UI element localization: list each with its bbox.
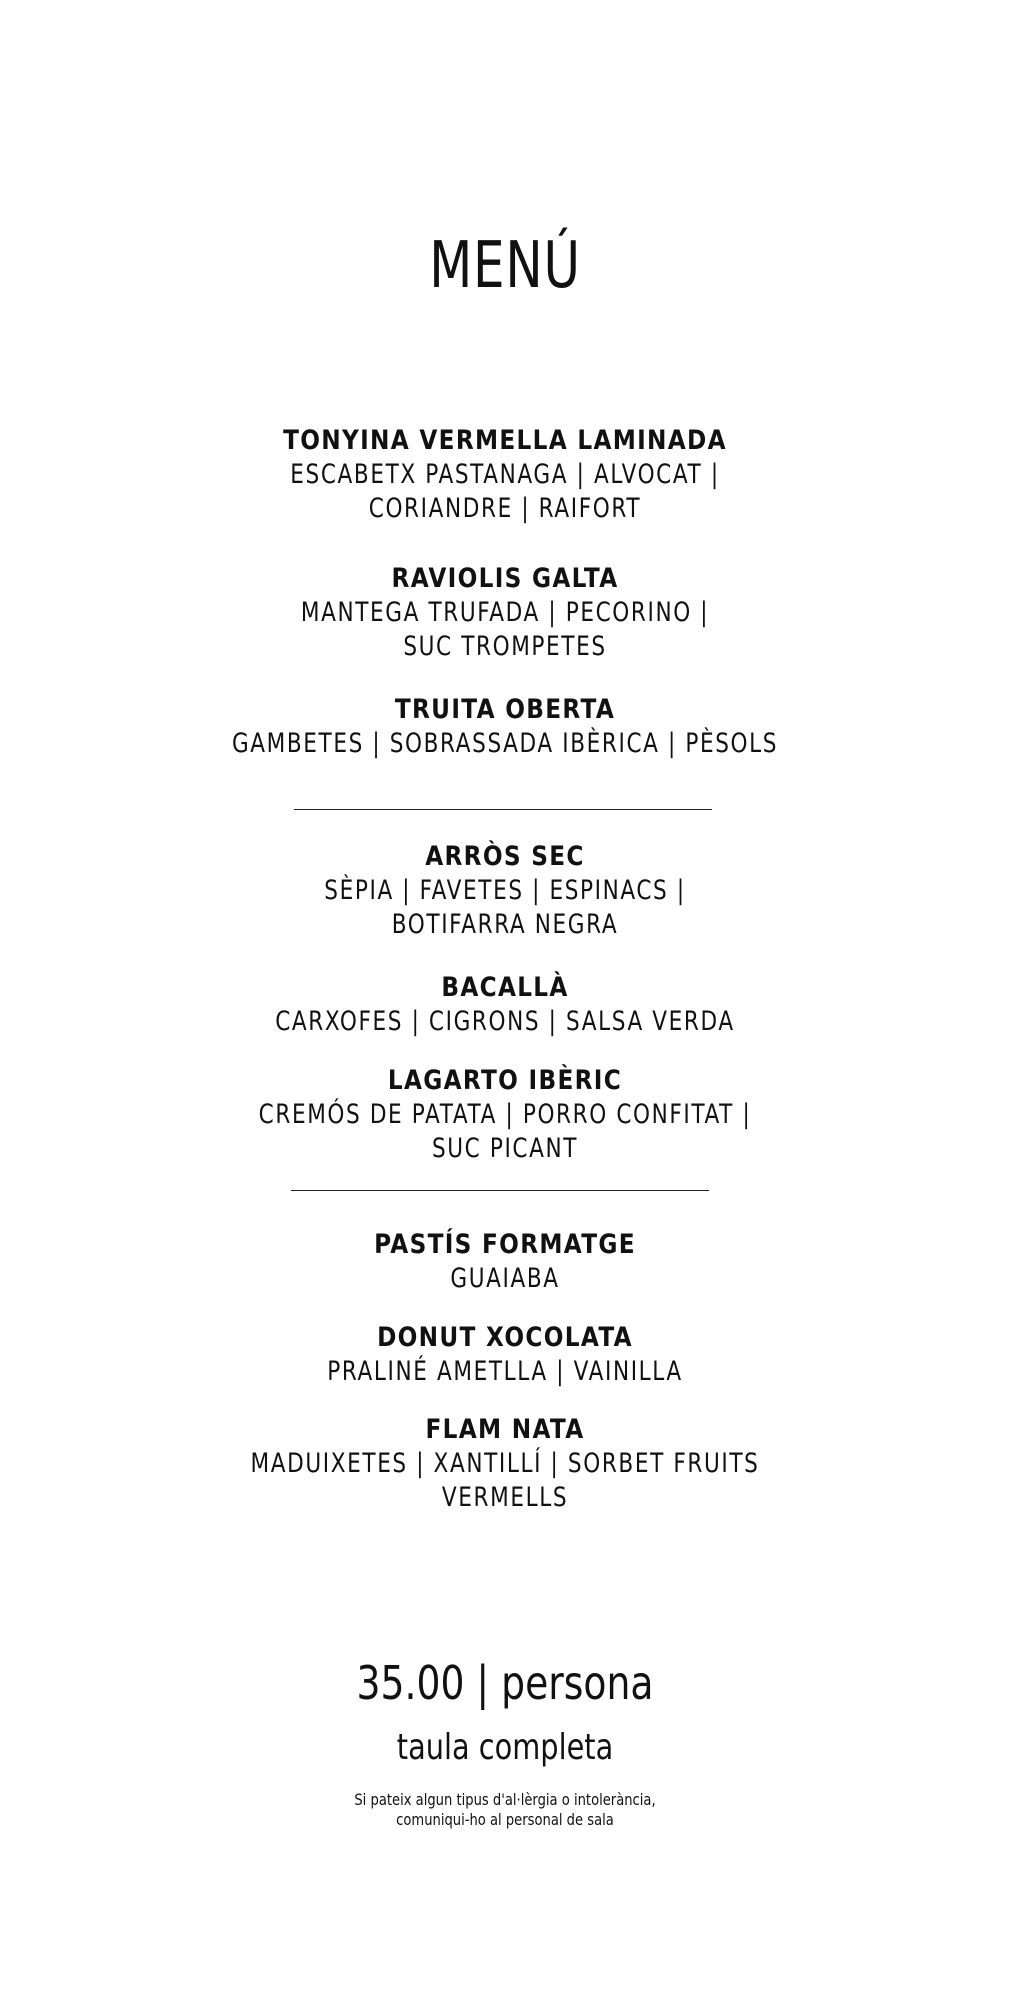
dish-description: CARXOFES | CIGRONS | SALSA VERDA bbox=[275, 1006, 735, 1037]
dish-description: MADUIXETES | XANTILLÍ | SORBET FRUITS VERMELLS bbox=[250, 1448, 760, 1513]
dish-item bbox=[0, 1413, 1010, 1515]
section-divider bbox=[291, 1190, 709, 1191]
page-title: MENÚ bbox=[429, 229, 581, 303]
dish-item bbox=[0, 971, 1010, 1039]
dish-item bbox=[0, 1228, 1010, 1296]
dish-item bbox=[0, 1064, 1010, 1166]
dish-description: GUAIABA bbox=[450, 1263, 560, 1294]
dish-description: PRALINÉ AMETLLA | VAINILLA bbox=[327, 1356, 683, 1387]
dish-description: MANTEGA TRUFADA | PECORINO | SUC TROMPETES bbox=[300, 597, 710, 662]
dish-name: PASTÍS FORMATGE bbox=[374, 1229, 636, 1260]
section-divider bbox=[294, 809, 712, 810]
dish-name: FLAM NATA bbox=[425, 1414, 585, 1445]
dish-name: TONYINA VERMELLA LAMINADA bbox=[283, 425, 727, 456]
dish-name: DONUT XOCOLATA bbox=[377, 1322, 633, 1353]
dish-description: GAMBETES | SOBRASSADA IBÈRICA | PÈSOLS bbox=[231, 728, 779, 759]
allergy-notice-line: Si pateix algun tipus d'al·lèrgia o intolerància, bbox=[354, 1790, 656, 1809]
dish-description: CREMÓS DE PATATA | PORRO CONFITAT | SUC PICANT bbox=[258, 1099, 752, 1164]
allergy-notice bbox=[91, 1790, 919, 1830]
dish-description: ESCABETX PASTANAGA | ALVOCAT | CORIANDRE | RAIFORT bbox=[290, 459, 720, 524]
dish-item bbox=[0, 1321, 1010, 1389]
dish-name: ARRÒS SEC bbox=[425, 841, 585, 872]
dish-name: TRUITA OBERTA bbox=[394, 694, 616, 725]
dish-name: LAGARTO IBÈRIC bbox=[387, 1065, 623, 1096]
dish-item bbox=[0, 424, 1010, 526]
price-per-person: 35.00 | persona bbox=[356, 1656, 654, 1710]
allergy-notice-line: comuniqui-ho al personal de sala bbox=[396, 1810, 614, 1829]
dish-item bbox=[0, 693, 1010, 761]
dish-name: BACALLÀ bbox=[441, 972, 569, 1003]
menu-subtitle: taula completa bbox=[396, 1727, 614, 1768]
dish-name: RAVIOLIS GALTA bbox=[391, 563, 619, 594]
dish-item bbox=[0, 562, 1010, 664]
dish-item bbox=[0, 840, 1010, 942]
dish-description: SÈPIA | FAVETES | ESPINACS | BOTIFARRA NEGRA bbox=[324, 875, 686, 940]
